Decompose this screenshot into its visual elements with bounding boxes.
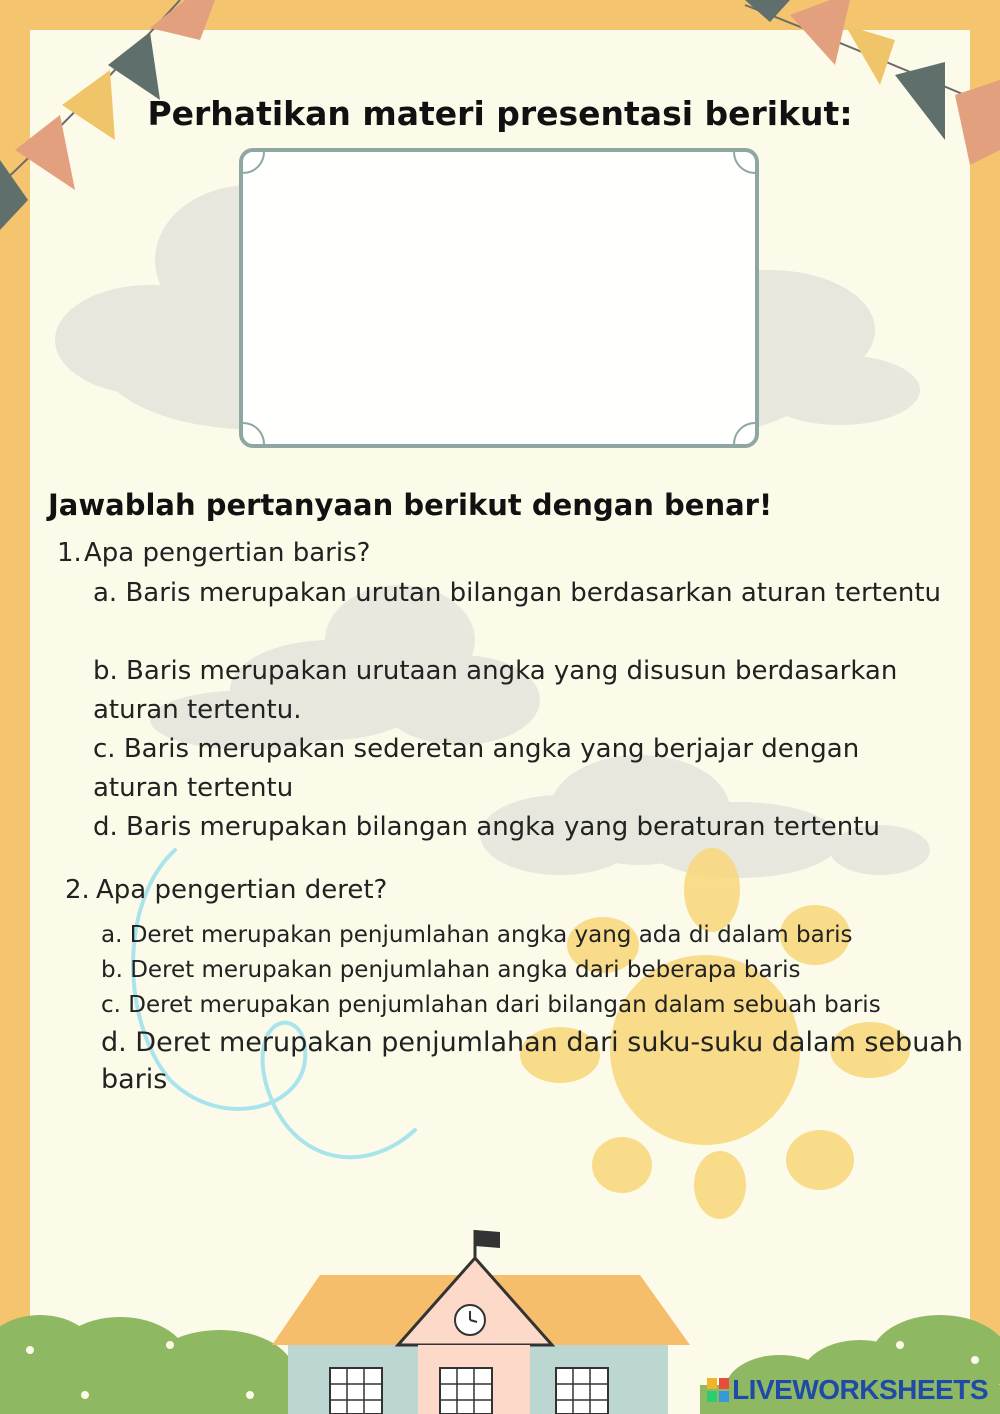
answer-option[interactable]: a. Baris merupakan urutan bilangan berdasarkan aturan tertentu	[93, 578, 942, 608]
instruction-heading: Jawablah pertanyaan berikut dengan benar!	[48, 488, 773, 522]
answer-option[interactable]: b. Deret merupakan penjumlahan angka dari beberapa baris	[101, 957, 801, 983]
question-text: Apa pengertian deret?	[96, 875, 388, 905]
liveworksheets-logo[interactable]	[707, 1374, 988, 1406]
answer-option[interactable]: c. Deret merupakan penjumlahan dari bilangan dalam sebuah baris	[101, 992, 881, 1018]
question-text: Apa pengertian baris?	[84, 538, 371, 568]
answer-option[interactable]: a. Deret merupakan penjumlahan angka yang ada di dalam baris	[101, 922, 853, 948]
clock-icon	[455, 1305, 485, 1335]
liveworksheets-logo-icon	[707, 1378, 729, 1402]
flag-icon	[475, 1230, 500, 1248]
page-title: Perhatikan materi presentasi berikut:	[147, 94, 853, 133]
school-house-illustration	[272, 1230, 690, 1414]
answer-option[interactable]: d. Baris merupakan bilangan angka yang beraturan tertentu	[93, 812, 880, 842]
question-number: 1.	[57, 538, 82, 568]
answer-option[interactable]: d. Deret merupakan penjumlahan dari suku-suku dalam sebuah baris	[101, 1027, 963, 1095]
question-number: 2.	[65, 875, 90, 905]
answer-option[interactable]: c. Baris merupakan sederetan angka yang berjajar dengan aturan tertentu	[93, 734, 860, 803]
bunting-flags	[745, 0, 1000, 165]
presentation-frame[interactable]	[239, 148, 759, 448]
answer-option[interactable]: b. Baris merupakan urutaan angka yang disusun berdasarkan aturan tertentu.	[93, 656, 898, 725]
brand-name: LIVEWORKSHEETS	[732, 1374, 988, 1405]
